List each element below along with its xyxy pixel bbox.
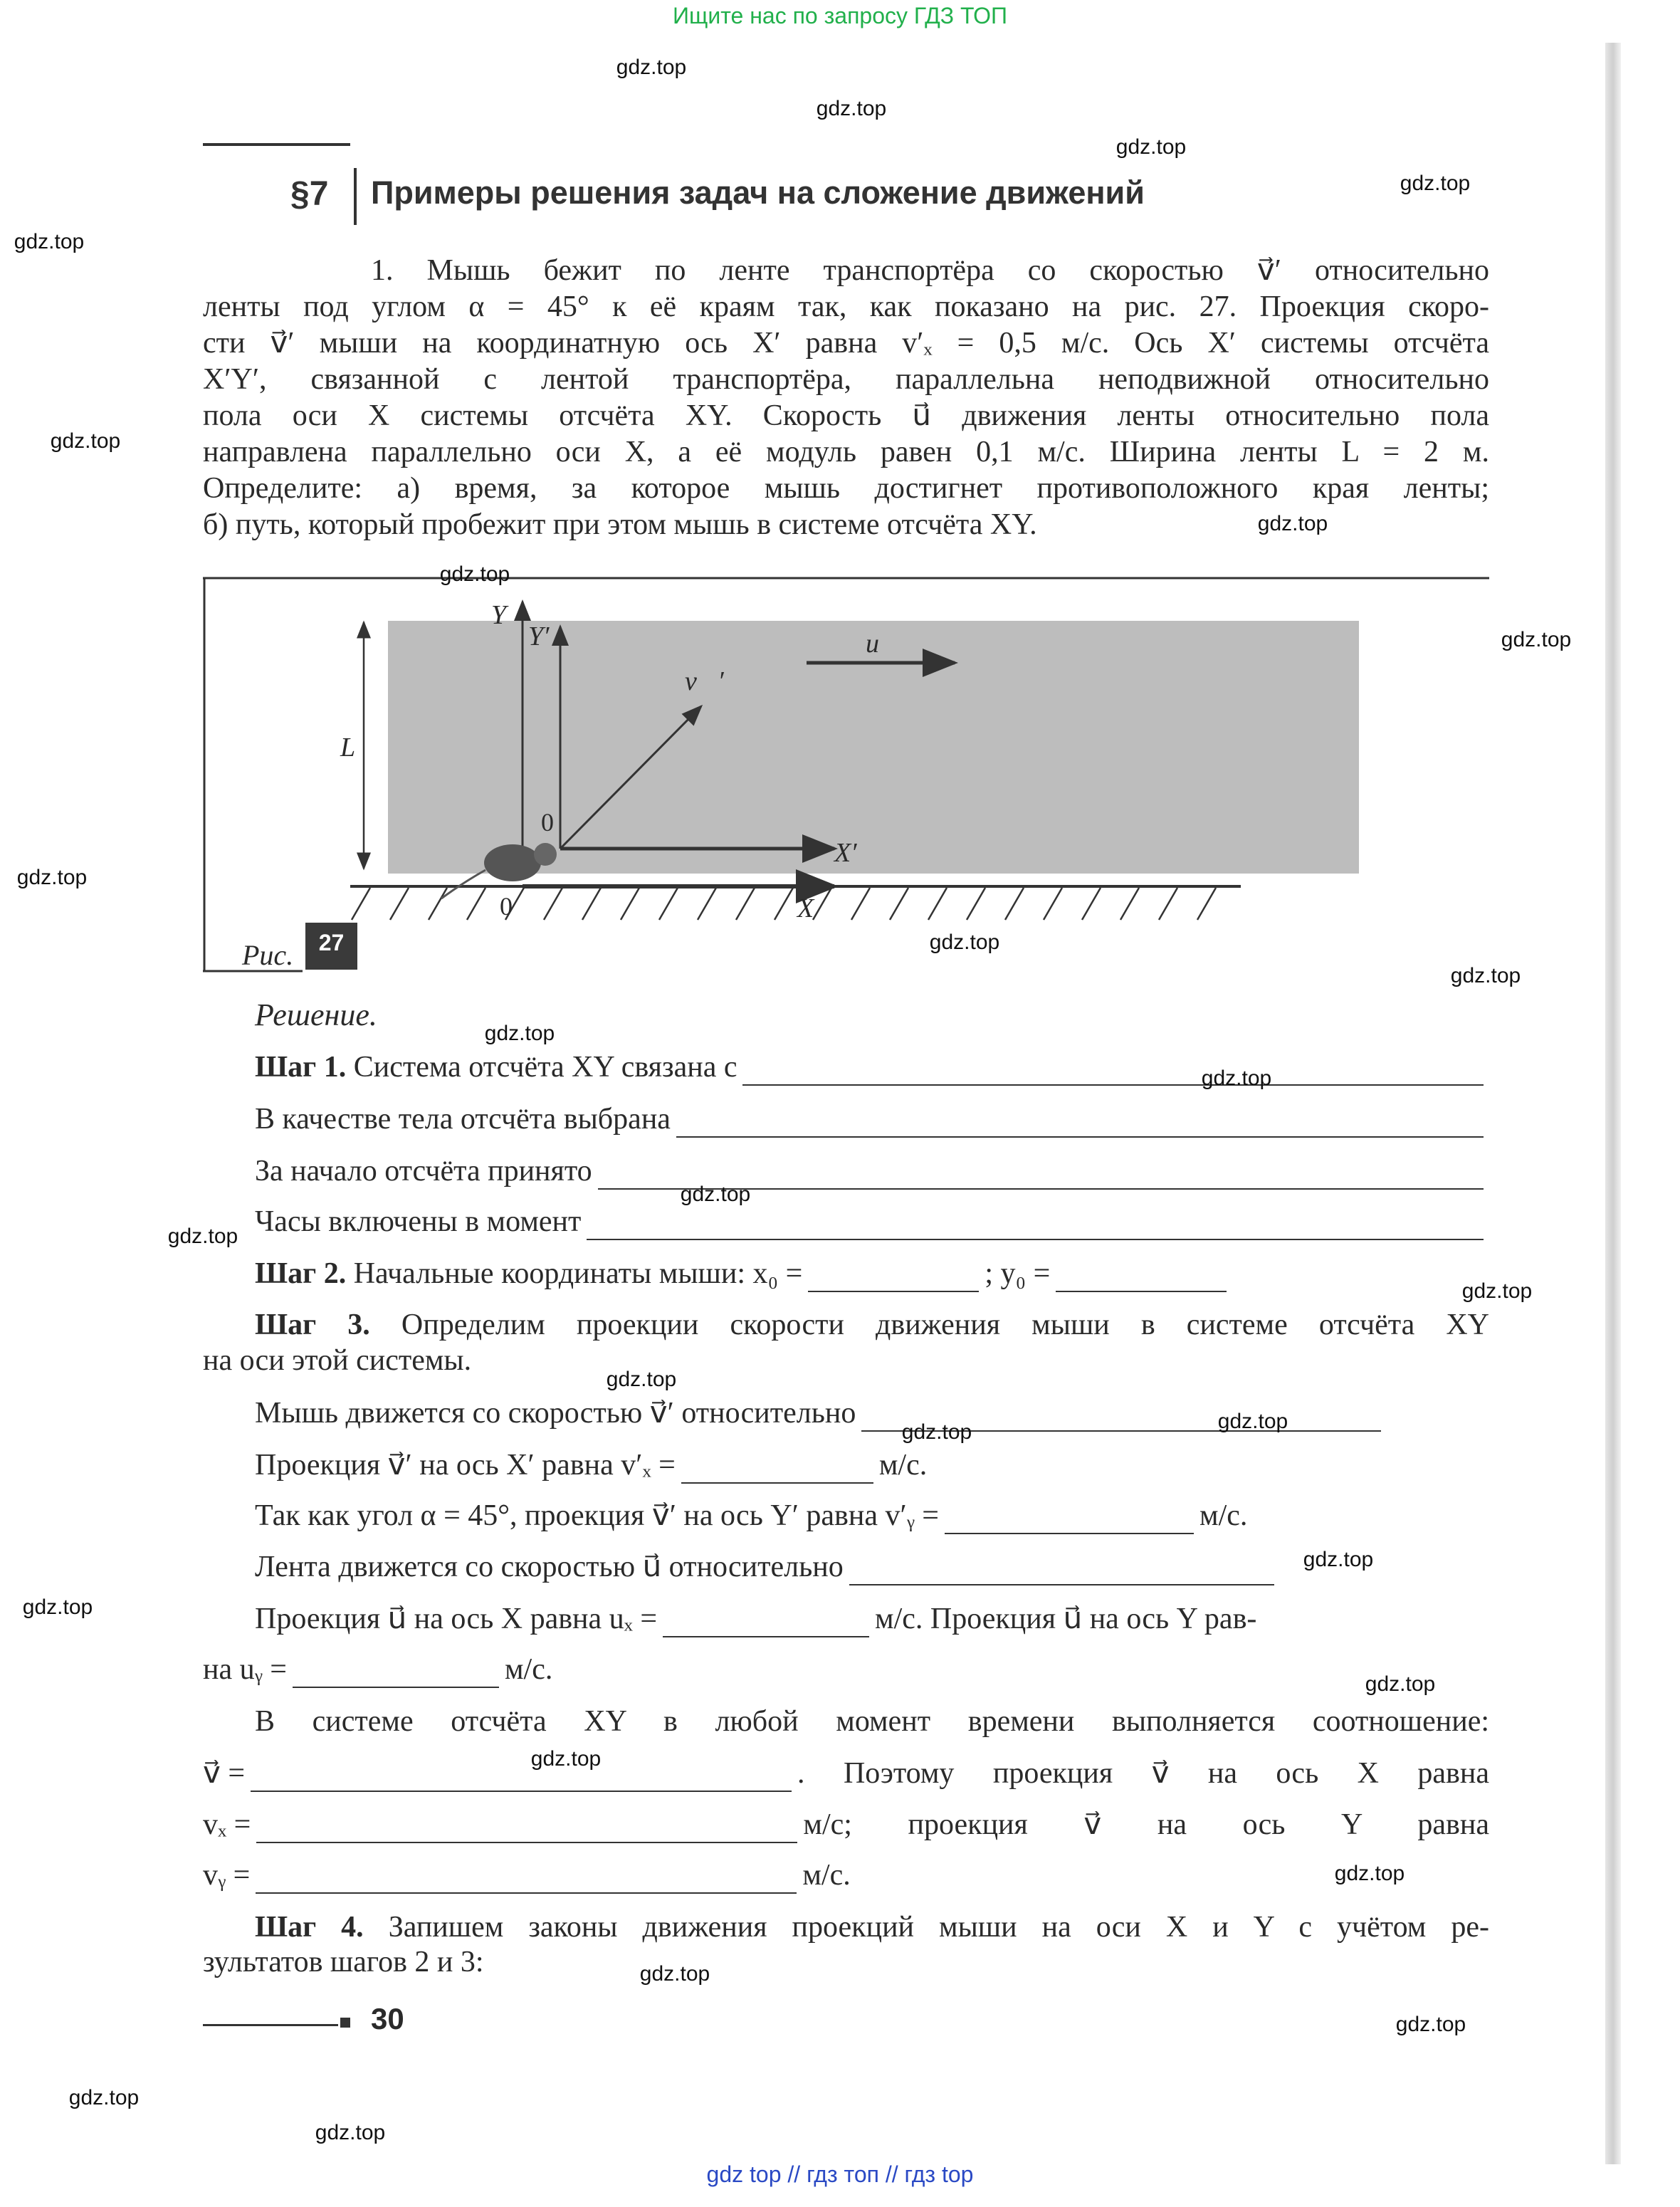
step3-cont: на оси этой системы. bbox=[203, 1344, 472, 1377]
page-title: Примеры решения задач на сложение движений bbox=[371, 174, 1145, 211]
problem-line: Определите: а) время, за которое мышь достигнет противоположного края ленты; bbox=[203, 472, 1489, 505]
step-text: v⃗ = bbox=[203, 1757, 246, 1790]
watermark: gdz.top bbox=[639, 1962, 710, 1986]
label-origin-prime: 0 bbox=[541, 808, 554, 837]
step-text: м/с; проекция v⃗ на ось Y равна bbox=[803, 1808, 1489, 1841]
answer-blank[interactable] bbox=[945, 1509, 1194, 1534]
hatch-mark bbox=[621, 888, 639, 920]
s3-line4 bbox=[255, 1549, 1280, 1585]
step-text: Мышь движется со скоростью v⃗′ относительно bbox=[255, 1397, 856, 1430]
watermark: gdz.top bbox=[1115, 135, 1187, 159]
unit-text: м/с. bbox=[802, 1859, 851, 1892]
s3-line6 bbox=[203, 1652, 552, 1688]
step2-line bbox=[255, 1256, 1232, 1292]
step-text: Так как угол α = 45°, проекция v⃗′ на ось Y′ равна v′ᵧ = bbox=[255, 1499, 939, 1532]
label-origin: 0 bbox=[500, 892, 513, 921]
answer-blank[interactable] bbox=[587, 1215, 1484, 1240]
s3-line5 bbox=[255, 1601, 1489, 1637]
answer-blank[interactable] bbox=[251, 1766, 792, 1792]
s3-line2 bbox=[255, 1447, 927, 1484]
s3-line9 bbox=[203, 1807, 1489, 1843]
hatch-mark bbox=[390, 888, 409, 920]
step-text: За начало отсчёта принято bbox=[255, 1155, 592, 1188]
watermark: gdz.top bbox=[1201, 1066, 1272, 1090]
s3-line10 bbox=[203, 1857, 851, 1894]
unit-text: м/с. bbox=[504, 1653, 553, 1686]
hatch-mark bbox=[1197, 888, 1216, 920]
hatch-mark bbox=[1082, 888, 1101, 920]
answer-blank[interactable] bbox=[676, 1112, 1484, 1138]
hatch-mark bbox=[736, 888, 755, 920]
page-number: 30 bbox=[371, 2002, 404, 2035]
step-text: Начальные координаты мыши: x₀ = bbox=[353, 1257, 803, 1290]
watermark: gdz.top bbox=[315, 2121, 386, 2144]
page-number-rule bbox=[203, 2024, 338, 2026]
watermark: gdz.top bbox=[1395, 2013, 1466, 2036]
hatch-mark bbox=[813, 888, 831, 920]
hatch-mark bbox=[1120, 888, 1139, 920]
answer-blank[interactable] bbox=[681, 1458, 873, 1484]
answer-blank[interactable] bbox=[256, 1818, 797, 1843]
footer-links[interactable]: gdz top // гдз топ // гдз top bbox=[706, 2161, 974, 2187]
problem-line: пола оси X системы отсчёта XY. Скорость u⃗ движения ленты относительно пола bbox=[203, 399, 1489, 432]
step4-line bbox=[255, 1909, 1489, 1946]
watermark: gdz.top bbox=[484, 1022, 555, 1045]
hatch-mark bbox=[467, 888, 485, 920]
clock-line bbox=[255, 1204, 1489, 1240]
hatch-mark bbox=[775, 888, 793, 920]
problem-line: X′Y′, связанной с лентой транспортёра, параллельна неподвижной относительно bbox=[203, 363, 1489, 396]
watermark: gdz.top bbox=[1365, 1672, 1436, 1696]
watermark: gdz.top bbox=[1501, 628, 1572, 651]
answer-blank[interactable] bbox=[663, 1612, 869, 1637]
watermark: gdz.top bbox=[14, 230, 85, 253]
label-y: Y bbox=[491, 600, 507, 630]
step-label: Шаг 1. bbox=[255, 1051, 347, 1084]
step-text: vᵧ = bbox=[203, 1859, 251, 1892]
hatch-mark bbox=[544, 888, 562, 920]
answer-blank[interactable] bbox=[742, 1060, 1484, 1086]
watermark: gdz.top bbox=[50, 429, 121, 453]
s3-line7: В системе отсчёта XY в любой момент времени выполняется соотношение: bbox=[255, 1705, 1489, 1738]
step-text: В качестве тела отсчёта выбрана bbox=[255, 1103, 671, 1136]
page-number-marker bbox=[340, 2018, 350, 2028]
hatch-mark bbox=[582, 888, 601, 920]
step-text: Определим проекции скорости движения мыши в системе отсчёта XY bbox=[401, 1309, 1490, 1341]
watermark: gdz.top bbox=[530, 1747, 602, 1771]
watermark: gdz.top bbox=[901, 1420, 972, 1444]
problem-line: 1. Мышь бежит по ленте транспортёра со скоростью v⃗′ относительно bbox=[371, 254, 1489, 287]
step-text: Проекция v⃗′ на ось X′ равна v′ₓ = bbox=[255, 1449, 676, 1482]
body-line bbox=[255, 1101, 1489, 1138]
label-x: X bbox=[797, 893, 814, 923]
step-text: Система отсчёта XY связана с bbox=[353, 1051, 737, 1084]
watermark: gdz.top bbox=[616, 56, 687, 79]
watermark: gdz.top bbox=[1303, 1548, 1374, 1571]
step-text: на uᵧ = bbox=[203, 1653, 287, 1686]
watermark: gdz.top bbox=[1400, 172, 1471, 195]
watermark: gdz.top bbox=[680, 1183, 751, 1206]
watermark: gdz.top bbox=[68, 2086, 140, 2109]
watermark: gdz.top bbox=[16, 866, 88, 889]
floor-hatching bbox=[352, 888, 1216, 920]
step-text: Проекция u⃗ на ось X равна uₓ = bbox=[255, 1603, 658, 1635]
step-text: vₓ = bbox=[203, 1808, 251, 1841]
watermark: gdz.top bbox=[1217, 1410, 1288, 1433]
step-text: Лента движется со скоростью u⃗ относительно bbox=[255, 1551, 844, 1583]
label-u: u⃗ bbox=[866, 629, 901, 659]
hatch-mark bbox=[928, 888, 947, 920]
hatch-mark bbox=[352, 888, 370, 920]
problem-line: направлена параллельно оси X, а её модуль равен 0,1 м/с. Ширина ленты L = 2 м. bbox=[203, 436, 1489, 468]
problem-line: ленты под углом α = 45° к её краям так, как показано на рис. 27. Проекция скоро- bbox=[203, 290, 1489, 323]
watermark: gdz.top bbox=[439, 562, 510, 586]
step-text: Запишем законы движения проекций мыши на оси X и Y с учётом ре- bbox=[388, 1911, 1490, 1944]
step-text: . Поэтому проекция v⃗ на ось X равна bbox=[797, 1757, 1489, 1790]
answer-blank[interactable] bbox=[849, 1560, 1274, 1585]
label-l: L bbox=[340, 733, 356, 762]
answer-blank[interactable] bbox=[293, 1662, 499, 1688]
step4-cont: зультатов шагов 2 и 3: bbox=[203, 1946, 484, 1978]
hatch-mark bbox=[890, 888, 908, 920]
figure-caption: Рис. bbox=[242, 939, 294, 971]
hatch-mark bbox=[1159, 888, 1177, 920]
hatch-mark bbox=[1044, 888, 1062, 920]
watermark: gdz.top bbox=[1334, 1862, 1405, 1885]
step-text: Часы включены в момент bbox=[255, 1205, 582, 1238]
watermark: gdz.top bbox=[816, 97, 887, 120]
search-banner[interactable]: Ищите нас по запросу ГДЗ ТОП bbox=[673, 3, 1007, 28]
watermark: gdz.top bbox=[167, 1225, 238, 1248]
label-v-prime: v⃗′ bbox=[685, 666, 724, 696]
step1-line bbox=[255, 1049, 1489, 1086]
unit-text: м/с. bbox=[1199, 1499, 1248, 1532]
origin-line bbox=[255, 1153, 1489, 1190]
answer-blank[interactable] bbox=[256, 1868, 797, 1894]
step-label: Шаг 2. bbox=[255, 1257, 347, 1290]
problem-line: сти v⃗′ мыши на координатную ось X′ равна v′ₓ = 0,5 м/с. Ось X′ системы отсчёта bbox=[203, 327, 1489, 360]
figure-number: 27 bbox=[318, 930, 345, 955]
hatch-mark bbox=[698, 888, 716, 920]
solution-title: Решение. bbox=[255, 997, 377, 1032]
label-y-prime: Y′ bbox=[528, 622, 550, 651]
watermark: gdz.top bbox=[1450, 964, 1521, 987]
watermark: gdz.top bbox=[1461, 1279, 1533, 1303]
hatch-mark bbox=[659, 888, 678, 920]
hatch-mark bbox=[429, 888, 447, 920]
problem-line: б) путь, который пробежит при этом мышь в системе отсчёта XY. bbox=[203, 508, 1037, 541]
s3-line3 bbox=[255, 1498, 1247, 1534]
step-label: Шаг 3. bbox=[255, 1309, 370, 1341]
step-label: Шаг 4. bbox=[255, 1911, 364, 1944]
step-text: ; y₀ = bbox=[985, 1257, 1051, 1290]
paragraph-number: §7 bbox=[290, 175, 329, 213]
hatch-mark bbox=[851, 888, 870, 920]
hatch-mark bbox=[1005, 888, 1024, 920]
s3-line8 bbox=[203, 1756, 1489, 1792]
hatch-mark bbox=[967, 888, 985, 920]
x0-blank[interactable] bbox=[808, 1267, 979, 1292]
watermark: gdz.top bbox=[929, 930, 1000, 954]
watermark: gdz.top bbox=[22, 1595, 93, 1619]
label-x-prime: X′ bbox=[834, 838, 857, 868]
watermark: gdz.top bbox=[606, 1368, 677, 1391]
watermark: gdz.top bbox=[1257, 512, 1328, 535]
s3-line1 bbox=[255, 1395, 1387, 1432]
step3-line bbox=[255, 1307, 1489, 1343]
y0-blank[interactable] bbox=[1056, 1267, 1227, 1292]
step-text: м/с. Проекция u⃗ на ось Y рав- bbox=[875, 1603, 1257, 1635]
unit-text: м/с. bbox=[878, 1449, 928, 1482]
